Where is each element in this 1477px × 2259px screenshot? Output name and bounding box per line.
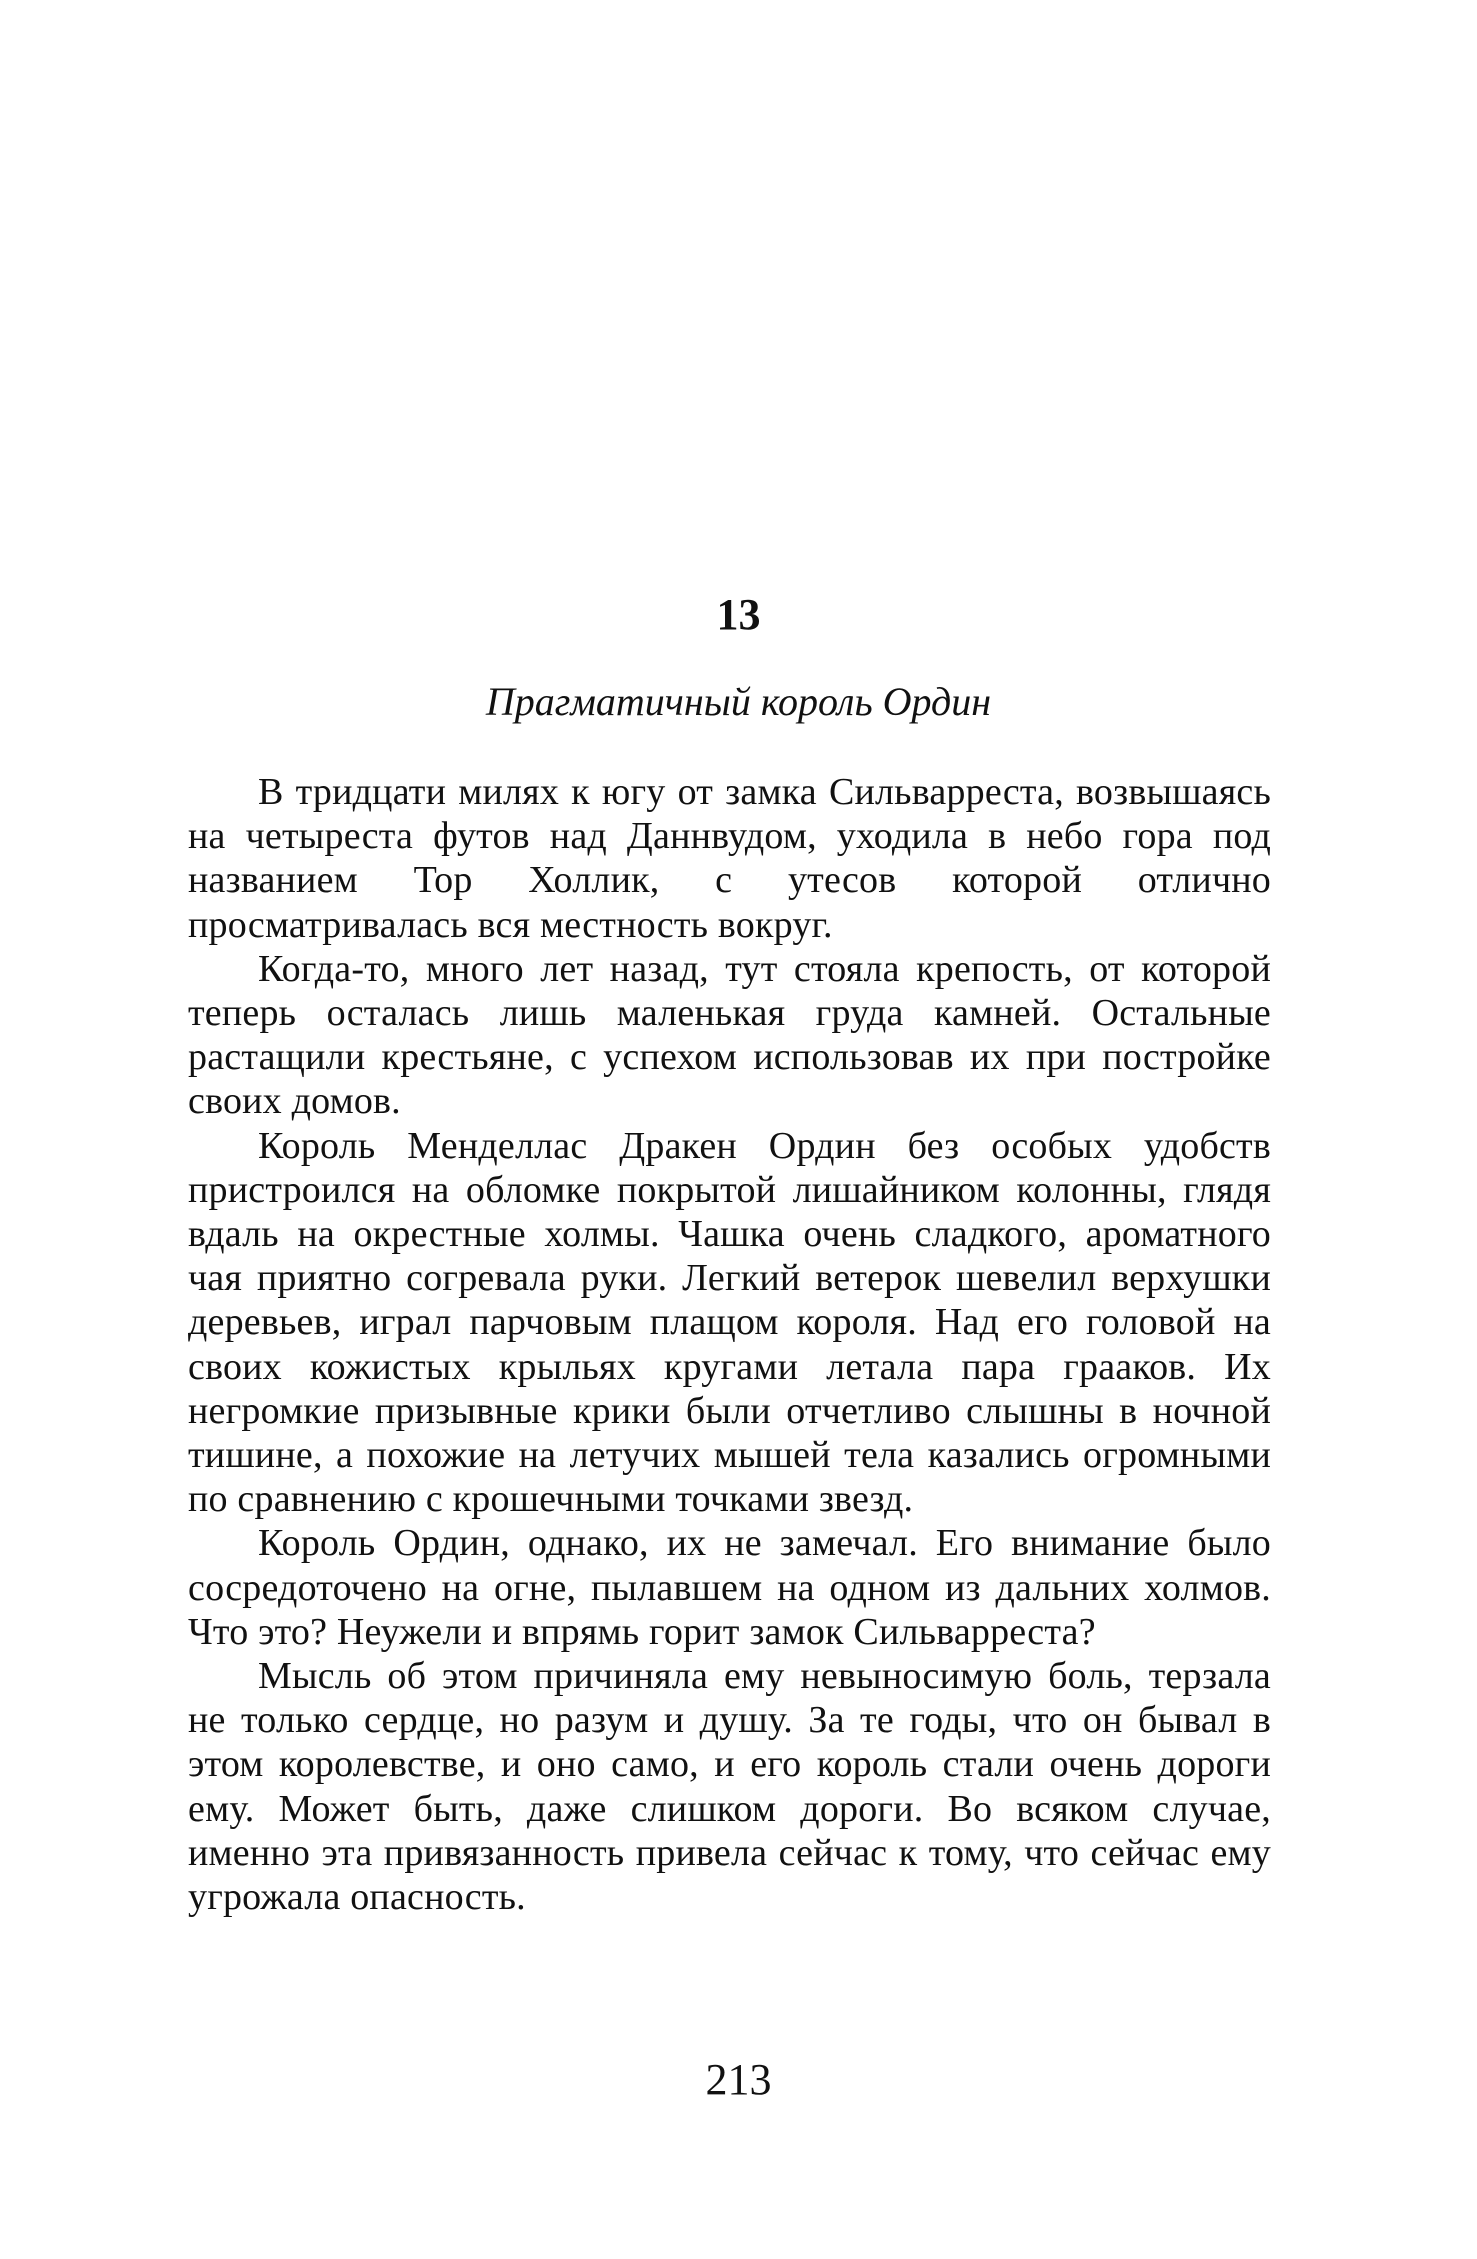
page-number: 213: [705, 2055, 772, 2104]
chapter-body: [188, 770, 1271, 1919]
paragraph: Король Менделлас Дракен Ордин без особых удобств пристроился на обломке покрытой лишайником колонны, глядя вдаль на окрестные холмы. Чашка очень сладкого, ароматного чая приятно согревала руки. Легкий ветерок шевелил верхушки деревьев, играл парчовым плащом короля. Над его головой на своих кожистых крыльях кругами летала пара грааков. Их негромкие призывные крики были отчетливо слышны в ночной тишине, а похожие на летучих мышей тела казались огромными по сравнению с крошечными точками звезд.: [188, 1124, 1271, 1521]
chapter-title: Прагматичный король Ордин: [485, 679, 992, 724]
chapter-number: 13: [716, 590, 761, 639]
paragraph: Мысль об этом причиняла ему невыносимую боль, терзала не только сердце, но разум и душу. За те годы, что он бывал в этом королевстве, и оно само, и его король стали очень дороги ему. Может быть, даже слишком дороги. Во всяком случае, именно эта привязанность привела сейчас к тому, что сейчас ему угрожала опасность.: [188, 1655, 1271, 1919]
paragraph: Когда-то, много лет назад, тут стояла крепость, от которой теперь осталась лишь маленькая груда камней. Остальные растащили крестьяне, с успехом использовав их при постройке своих домов.: [188, 947, 1271, 1123]
paragraph: Король Ордин, однако, их не замечал. Его внимание было сосредоточено на огне, пылавшем на одном из дальних холмов. Что это? Неужели и впрямь горит замок Сильварреста?: [188, 1522, 1271, 1653]
paragraph: В тридцати милях к югу от замка Сильварреста, возвышаясь на четыреста футов над Даннвудом, уходила в небо гора под названием Тор Холлик, с утесов которой отлично просматривалась вся местность вокруг.: [188, 771, 1271, 946]
